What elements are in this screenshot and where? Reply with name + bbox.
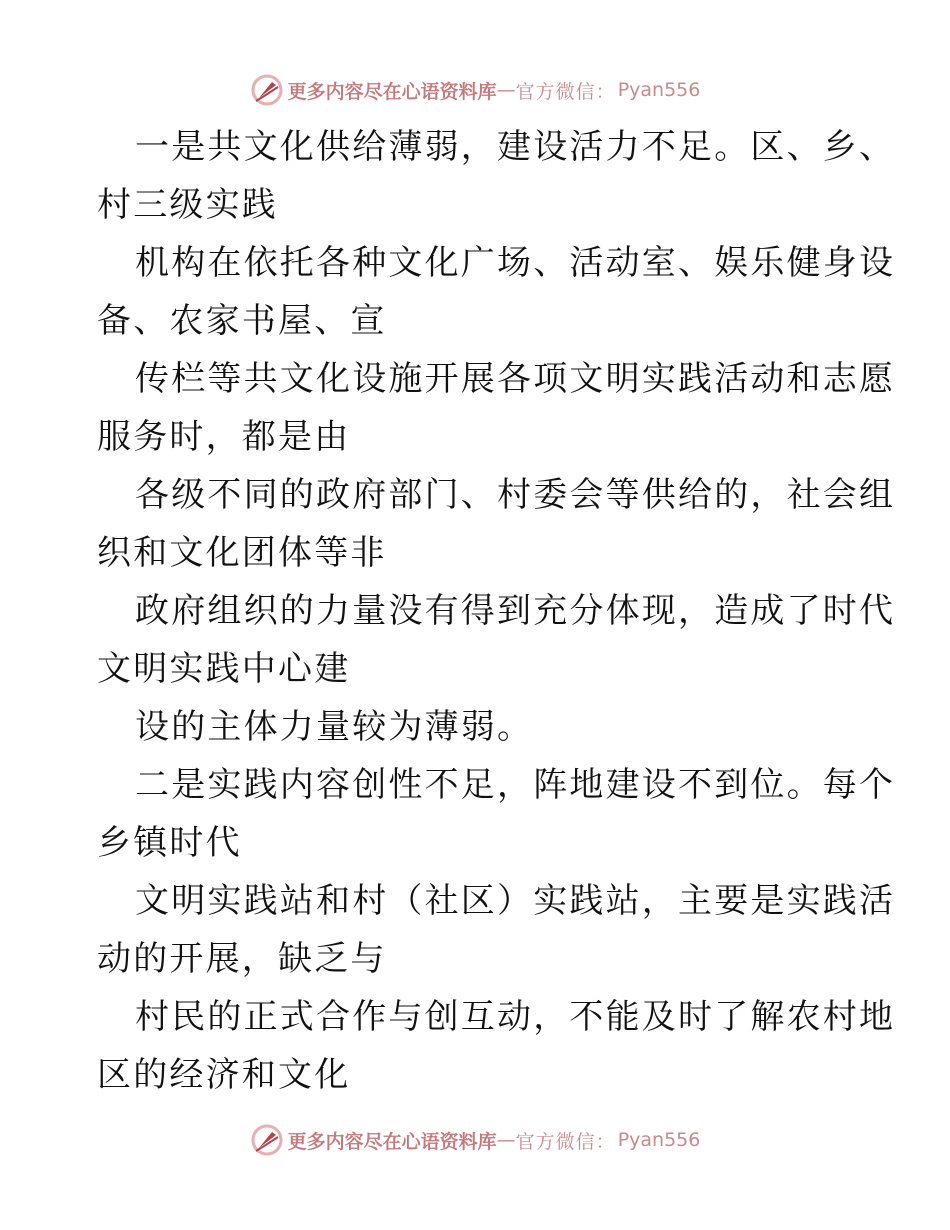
watermark-site-name: 更多内容尽在心语资料库	[287, 1130, 497, 1153]
watermark-dash: —	[496, 79, 516, 101]
text-line: 村三级实践	[97, 185, 278, 225]
footer-watermark-banner	[0, 1120, 950, 1160]
text-line: 各级不同的政府部门、村委会等供给的，社会组	[135, 475, 896, 515]
text-line: 传栏等共文化设施开展各项文明实践活动和志愿	[135, 359, 896, 399]
feather-pen-logo-icon	[250, 1123, 284, 1157]
text-line: 备、农家书屋、宣	[97, 301, 387, 341]
document-body	[97, 118, 896, 1104]
text-line: 动的开展，缺乏与	[97, 939, 387, 979]
text-line: 二是实践内容创性不足，阵地建设不到位。每个	[135, 765, 896, 805]
text-line: 村民的正式合作与创互动，不能及时了解农村地	[135, 997, 896, 1037]
text-line: 文明实践中心建	[97, 649, 351, 689]
watermark-dash: —	[496, 1129, 516, 1151]
text-line: 区的经济和文化	[97, 1055, 351, 1095]
feather-pen-logo-icon	[250, 73, 284, 107]
text-line: 乡镇时代	[97, 823, 242, 863]
text-line: 政府组织的力量没有得到充分体现，造成了时代	[135, 591, 896, 631]
watermark-account: Pyan556	[617, 1129, 701, 1151]
watermark-account: Pyan556	[617, 79, 701, 101]
text-line: 文明实践站和村（社区）实践站，主要是实践活	[135, 881, 896, 921]
watermark-wechat-label: 官方微信：	[515, 1130, 616, 1153]
text-line: 服务时，都是由	[97, 417, 351, 457]
watermark-wechat-label: 官方微信：	[515, 80, 616, 103]
text-line: 设的主体力量较为薄弱。	[135, 707, 534, 747]
text-line: 一是共文化供给薄弱，建设活力不足。区、乡、	[135, 127, 896, 167]
text-line: 织和文化团体等非	[97, 533, 387, 573]
watermark-site-name: 更多内容尽在心语资料库	[287, 80, 497, 103]
header-watermark-banner	[0, 70, 950, 110]
text-line: 机构在依托各种文化广场、活动室、娱乐健身设	[135, 243, 896, 283]
